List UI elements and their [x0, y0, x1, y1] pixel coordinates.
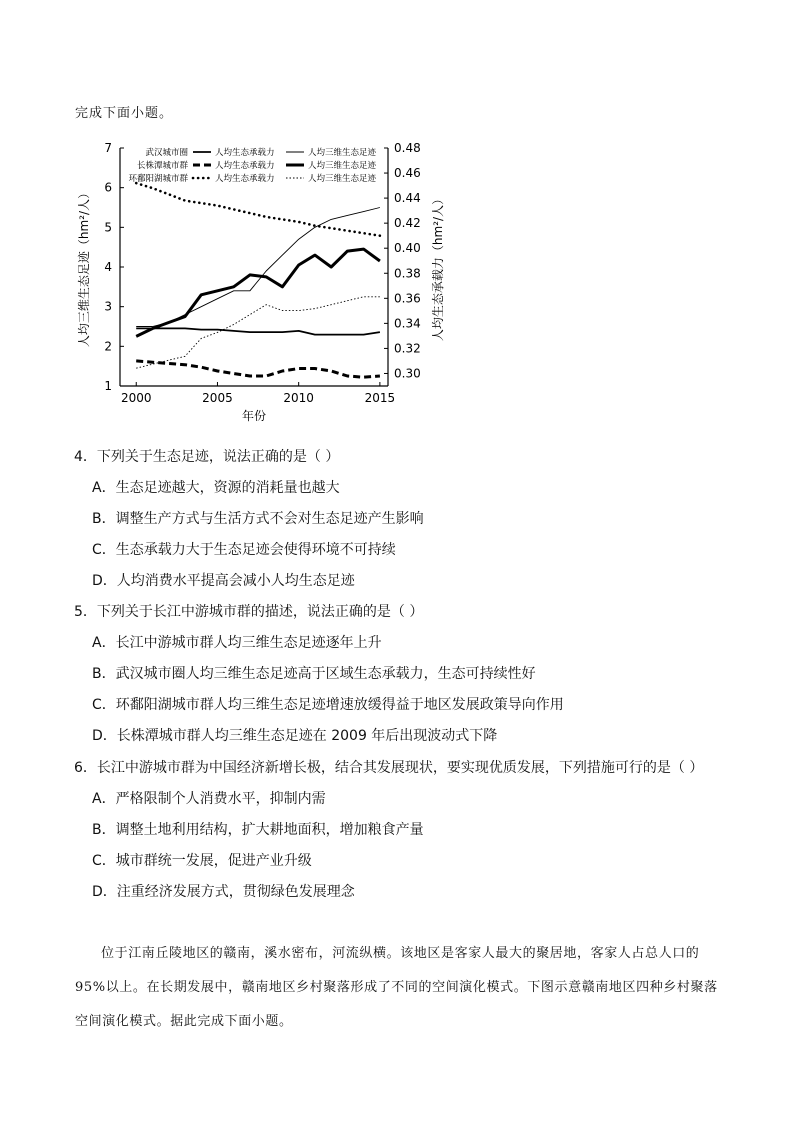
question-4-option-a: A．生态足迹越大，资源的消耗量也越大: [92, 480, 340, 496]
question-6-option-a: A．严格限制个人消费水平，抑制内需: [92, 791, 326, 807]
legend-footprint-label-changzhutan: 人均三维生态足迹: [308, 161, 377, 171]
y-left-tick-label: 5: [104, 220, 112, 235]
question-5-option-b: B．武汉城市圈人均三维生态足迹高于区域生态承载力，生态可持续性好: [92, 666, 536, 682]
y-left-tick-label: 4: [104, 260, 112, 274]
x-tick-label: 2015: [364, 391, 396, 405]
y-right-tick-label: 0.44: [394, 191, 421, 206]
y-left-tick-label: 6: [104, 180, 112, 195]
y-right-tick-label: 0.48: [394, 141, 421, 155]
legend-region-changzhutan: 长株潭城市群: [136, 161, 188, 171]
x-tick-label: 2005: [202, 391, 233, 405]
legend-footprint-label-poyang: 人均三维生态足迹: [308, 174, 377, 184]
legend-capacity-label-wuhan: 人均生态承载力: [215, 148, 275, 158]
y-right-tick-label: 0.42: [394, 216, 421, 231]
x-tick-label: 2000: [120, 391, 152, 405]
y-right-tick-label: 0.36: [394, 291, 421, 306]
y-right-tick-label: 0.30: [394, 366, 421, 381]
question-5-option-a: A．长江中游城市群人均三维生态足迹逐年上升: [92, 635, 382, 651]
y-axis-right-label: 人均生态承载力（hm²/人）: [431, 192, 445, 342]
legend-region-poyang: 环鄱阳湖城市群: [128, 174, 188, 184]
y-left-tick-label: 1: [104, 379, 112, 393]
footprint-wuhan-line: [136, 208, 380, 327]
question-5-option-c: C．环鄱阳湖城市群人均三维生态足迹增速放缓得益于地区发展政策导向作用: [92, 697, 564, 713]
question-4-title: 4．下列关于生态足迹，说法正确的是（ ）: [74, 449, 340, 465]
question-5-option-d: D．长株潭城市群人均三维生态足迹在 2009 年后出现波动式下降: [92, 728, 498, 744]
question-6-option-c: C．城市群统一发展，促进产业升级: [92, 853, 312, 869]
passage-paragraph: 位于江南丘陵地区的赣南，溪水密布，河流纵横。该地区是客家人最大的聚居地，客家人占总人口的 95%以上。在长期发展中，赣南地区乡村聚落形成了不同的空间演化模式。下图示意赣南地区四种乡村聚落空间演化模式。据此完成下面小题。: [75, 946, 718, 1029]
ecological-footprint-chart: [70, 138, 460, 428]
question-5-title: 5．下列关于长江中游城市群的描述，说法正确的是（ ）: [74, 604, 424, 620]
y-left-tick-label: 2: [104, 339, 112, 354]
question-4-option-c: C．生态承载力大于生态足迹会使得环境不可持续: [92, 542, 396, 558]
y-right-tick-label: 0.40: [394, 241, 421, 256]
question-4-option-d: D．人均消费水平提高会减小人均生态足迹: [92, 573, 355, 589]
capacity-poyang-line: [136, 183, 380, 236]
y-right-tick-label: 0.38: [394, 266, 421, 281]
question-6-title: 6．长江中游城市群为中国经济新增长极，结合其发展现状，要实现优质发展，下列措施可行的是（ ）: [74, 760, 704, 776]
y-axis-left-label: 人均三维生态足迹（hm²/人）: [77, 186, 91, 348]
intro-text: 完成下面小题。: [75, 106, 174, 121]
y-right-tick-label: 0.32: [394, 341, 421, 356]
legend-capacity-label-changzhutan: 人均生态承载力: [215, 161, 275, 171]
footprint-changzhutan-line: [136, 249, 380, 336]
y-left-tick-label: 3: [104, 299, 112, 314]
question-6-option-d: D．注重经济发展方式，贯彻绿色发展理念: [92, 884, 355, 900]
question-6-option-b: B．调整土地利用结构，扩大耕地面积，增加粮食产量: [92, 822, 424, 838]
legend-footprint-label-wuhan: 人均三维生态足迹: [308, 148, 377, 158]
y-right-tick-label: 0.34: [394, 316, 421, 331]
question-4-option-b: B．调整生产方式与生活方式不会对生态足迹产生影响: [92, 511, 424, 527]
y-left-tick-label: 7: [104, 141, 112, 155]
x-tick-label: 2010: [283, 391, 314, 405]
legend-capacity-label-poyang: 人均生态承载力: [215, 174, 275, 184]
x-axis-label: 年份: [241, 409, 267, 423]
capacity-changzhutan-line: [136, 361, 380, 377]
y-right-tick-label: 0.46: [394, 166, 421, 181]
capacity-wuhan-line: [136, 328, 380, 334]
legend-region-wuhan: 武汉城市圈: [145, 148, 188, 158]
